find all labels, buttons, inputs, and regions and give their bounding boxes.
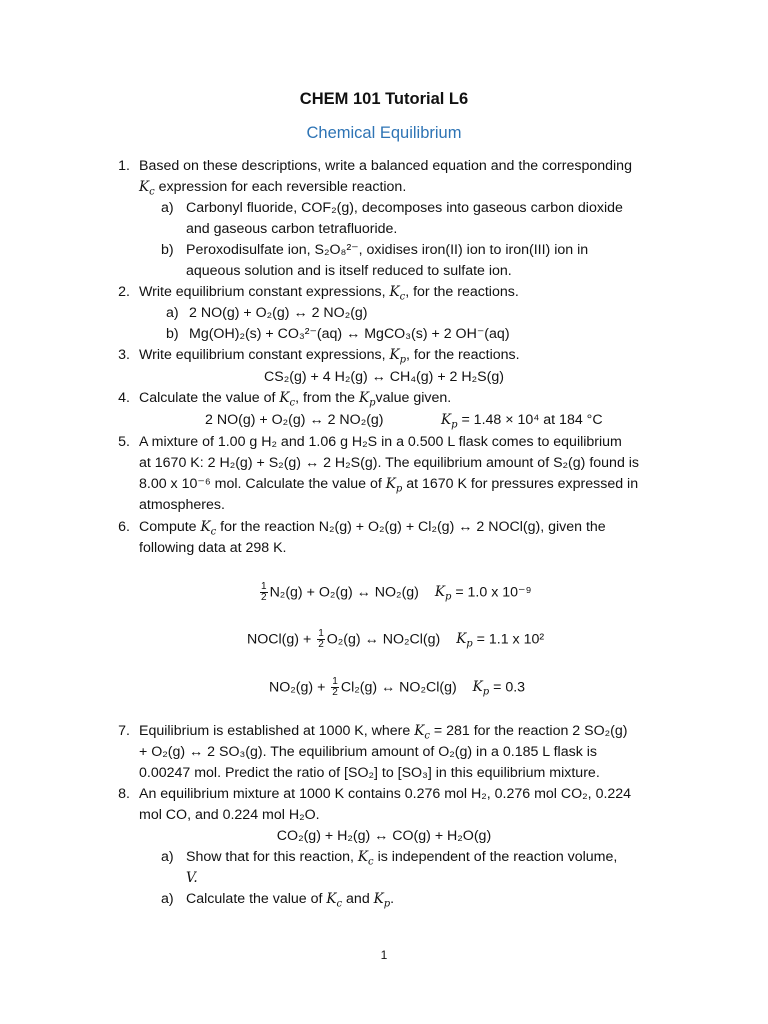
q3-number: 3. [118,347,130,363]
q5-text-4: atmospheres. [139,497,225,513]
kp-symbol: $K_p$ [385,476,403,495]
q1a-text-2: and gaseous carbon tetrafluoride. [186,221,398,237]
fraction-half: $\frac{1}{2}$ [318,628,324,650]
q1a-label: a) [161,200,174,216]
q8a-label: a) [161,849,174,865]
q8a-text-2: V. [186,870,198,886]
q7-text: Equilibrium is established at 1000 K, where $K_c = 281$ for the reaction 2 SO₂(g) [139,723,628,742]
q5-text-2: at 1670 K: 2 H₂(g) + S₂(g) ↔ 2 H₂S(g). The equilibrium amount of S₂(g) found is [139,455,640,471]
kc-symbol: $K_c$ [200,519,217,538]
page-title: CHEM 101 Tutorial L6 [299,90,469,108]
q4-text: Calculate the value of $K_c$, from the $K_pvalue$ given. [139,390,452,409]
q1b-text-2: aqueous solution and is itself reduced to sulfate ion. [186,263,512,279]
q3-equation: CS₂(g) + 4 H₂(g) ↔ CH₄(g) + 2 H₂S(g) [264,369,504,385]
q8-number: 8. [118,786,130,802]
q4-kp-value: $K_p = 1.48 \times 10^4$ at 184 °C [441,412,603,431]
kp-symbol: $K_p$ [358,390,376,409]
kc-symbol: $K_c$ [139,179,155,198]
page-subtitle: Chemical Equilibrium [306,124,462,142]
page-number: 1 [380,948,388,962]
q7-text-3: 0.00247 mol. Predict the ratio of [SO₂] to [SO₃] in this equilibrium mixture. [139,765,600,781]
q4-number: 4. [118,390,130,406]
q6-reaction-2: NOCl(g) + $\frac{1}{2}$ O₂(g) ↔ NO₂Cl(g) $K_p = 1.1$ x 10² [247,628,545,650]
q2a-label: a) [166,305,179,321]
q6-text-2: following data at 298 K. [139,540,287,556]
q1-text-2: $K_c$ expression for each reversible reaction. [139,179,407,198]
kp-symbol: $K_p$ [373,891,391,910]
q8-text-2: mol CO, and 0.224 mol H₂O. [139,807,320,823]
q1b-text: Peroxodisulfate ion, S₂O₈²⁻, oxidises iron(II) ion to iron(III) ion in [186,242,589,258]
q5-number: 5. [118,434,130,450]
q5-text: A mixture of 1.00 g H₂ and 1.06 g H₂S in a 0.500 L flask comes to equilibrium [139,434,622,450]
kc-symbol: $K_c$ [326,891,343,910]
kp-symbol: $K_p$ [472,679,490,698]
q8a-text: Show that for this reaction, $K_c$ is independent of the reaction volume, [186,849,618,868]
q1-number: 1. [118,158,130,174]
fraction-half: $\frac{1}{2}$ [332,676,338,698]
q7-text-2: + O₂(g) ↔ 2 SO₃(g). The equilibrium amount of O₂(g) in a 0.185 L flask is [139,744,597,760]
q2a-equation: 2 NO(g) + O₂(g) ↔ 2 NO₂(g) [189,305,368,321]
kc-symbol: $K_c$ [357,849,374,868]
kc-symbol: $K_c$ [279,390,296,409]
kp-symbol: $K_p$ [434,584,452,603]
q2b-equation: Mg(OH)₂(s) + CO₃²⁻(aq) ↔ MgCO₃(s) + 2 OH⁻(aq) [189,326,510,342]
q6-number: 6. [118,519,130,535]
q3-text: Write equilibrium constant expressions, $K_p$, for the reactions. [139,347,520,366]
fraction-half: $\frac{1}{2}$ [261,581,267,603]
kp-symbol: $K_p$ [441,412,458,431]
q2-number: 2. [118,284,130,300]
q2-text: Write equilibrium constant expressions, $K_c$, for the reactions. [139,284,519,303]
q7-number: 7. [118,723,130,739]
q8b-text: Calculate the value of $K_c$ and $K_p$. [186,891,395,910]
q6-reaction-1: $\frac{1}{2}$ N₂(g) + O₂(g) ↔ NO₂(g) $K_p = 1.0$ x 10⁻⁹ [261,581,532,603]
kc-symbol: $K_c$ [414,723,430,742]
kp-symbol: $K_p$ [456,631,473,650]
q1b-label: b) [161,242,174,258]
q2b-label: b) [166,326,179,342]
q1a-text: Carbonyl fluoride, COF₂(g), decomposes into gaseous carbon dioxide [186,200,623,216]
q4-equation: 2 NO(g) + O₂(g) ↔ 2 NO₂(g) [205,412,384,428]
q8-equation: CO₂(g) + H₂(g) ↔ CO(g) + H₂O(g) [276,828,492,844]
q1-text: Based on these descriptions, write a balanced equation and the corresponding [139,158,632,174]
q6-text: Compute $K_c$ for the reaction N₂(g) + O₂(g) + Cl₂(g) ↔ 2 NOCl(g), given the [139,519,606,538]
q8b-label: a) [161,891,174,907]
q8-text: An equilibrium mixture at 1000 K contains 0.276 mol H₂, 0.276 mol CO₂, 0.224 [139,786,632,802]
q6-reaction-3: NO₂(g) + $\frac{1}{2}$ Cl₂(g) ↔ NO₂Cl(g) $K_p = 0.3$ [269,676,526,698]
kp-symbol: $K_p$ [389,347,406,366]
kc-symbol: $K_c$ [389,284,406,303]
q5-text-3: 8.00 x 10⁻⁶ mol. Calculate the value of $K_p$ at 1670 K for pressures expressed in [139,476,639,495]
